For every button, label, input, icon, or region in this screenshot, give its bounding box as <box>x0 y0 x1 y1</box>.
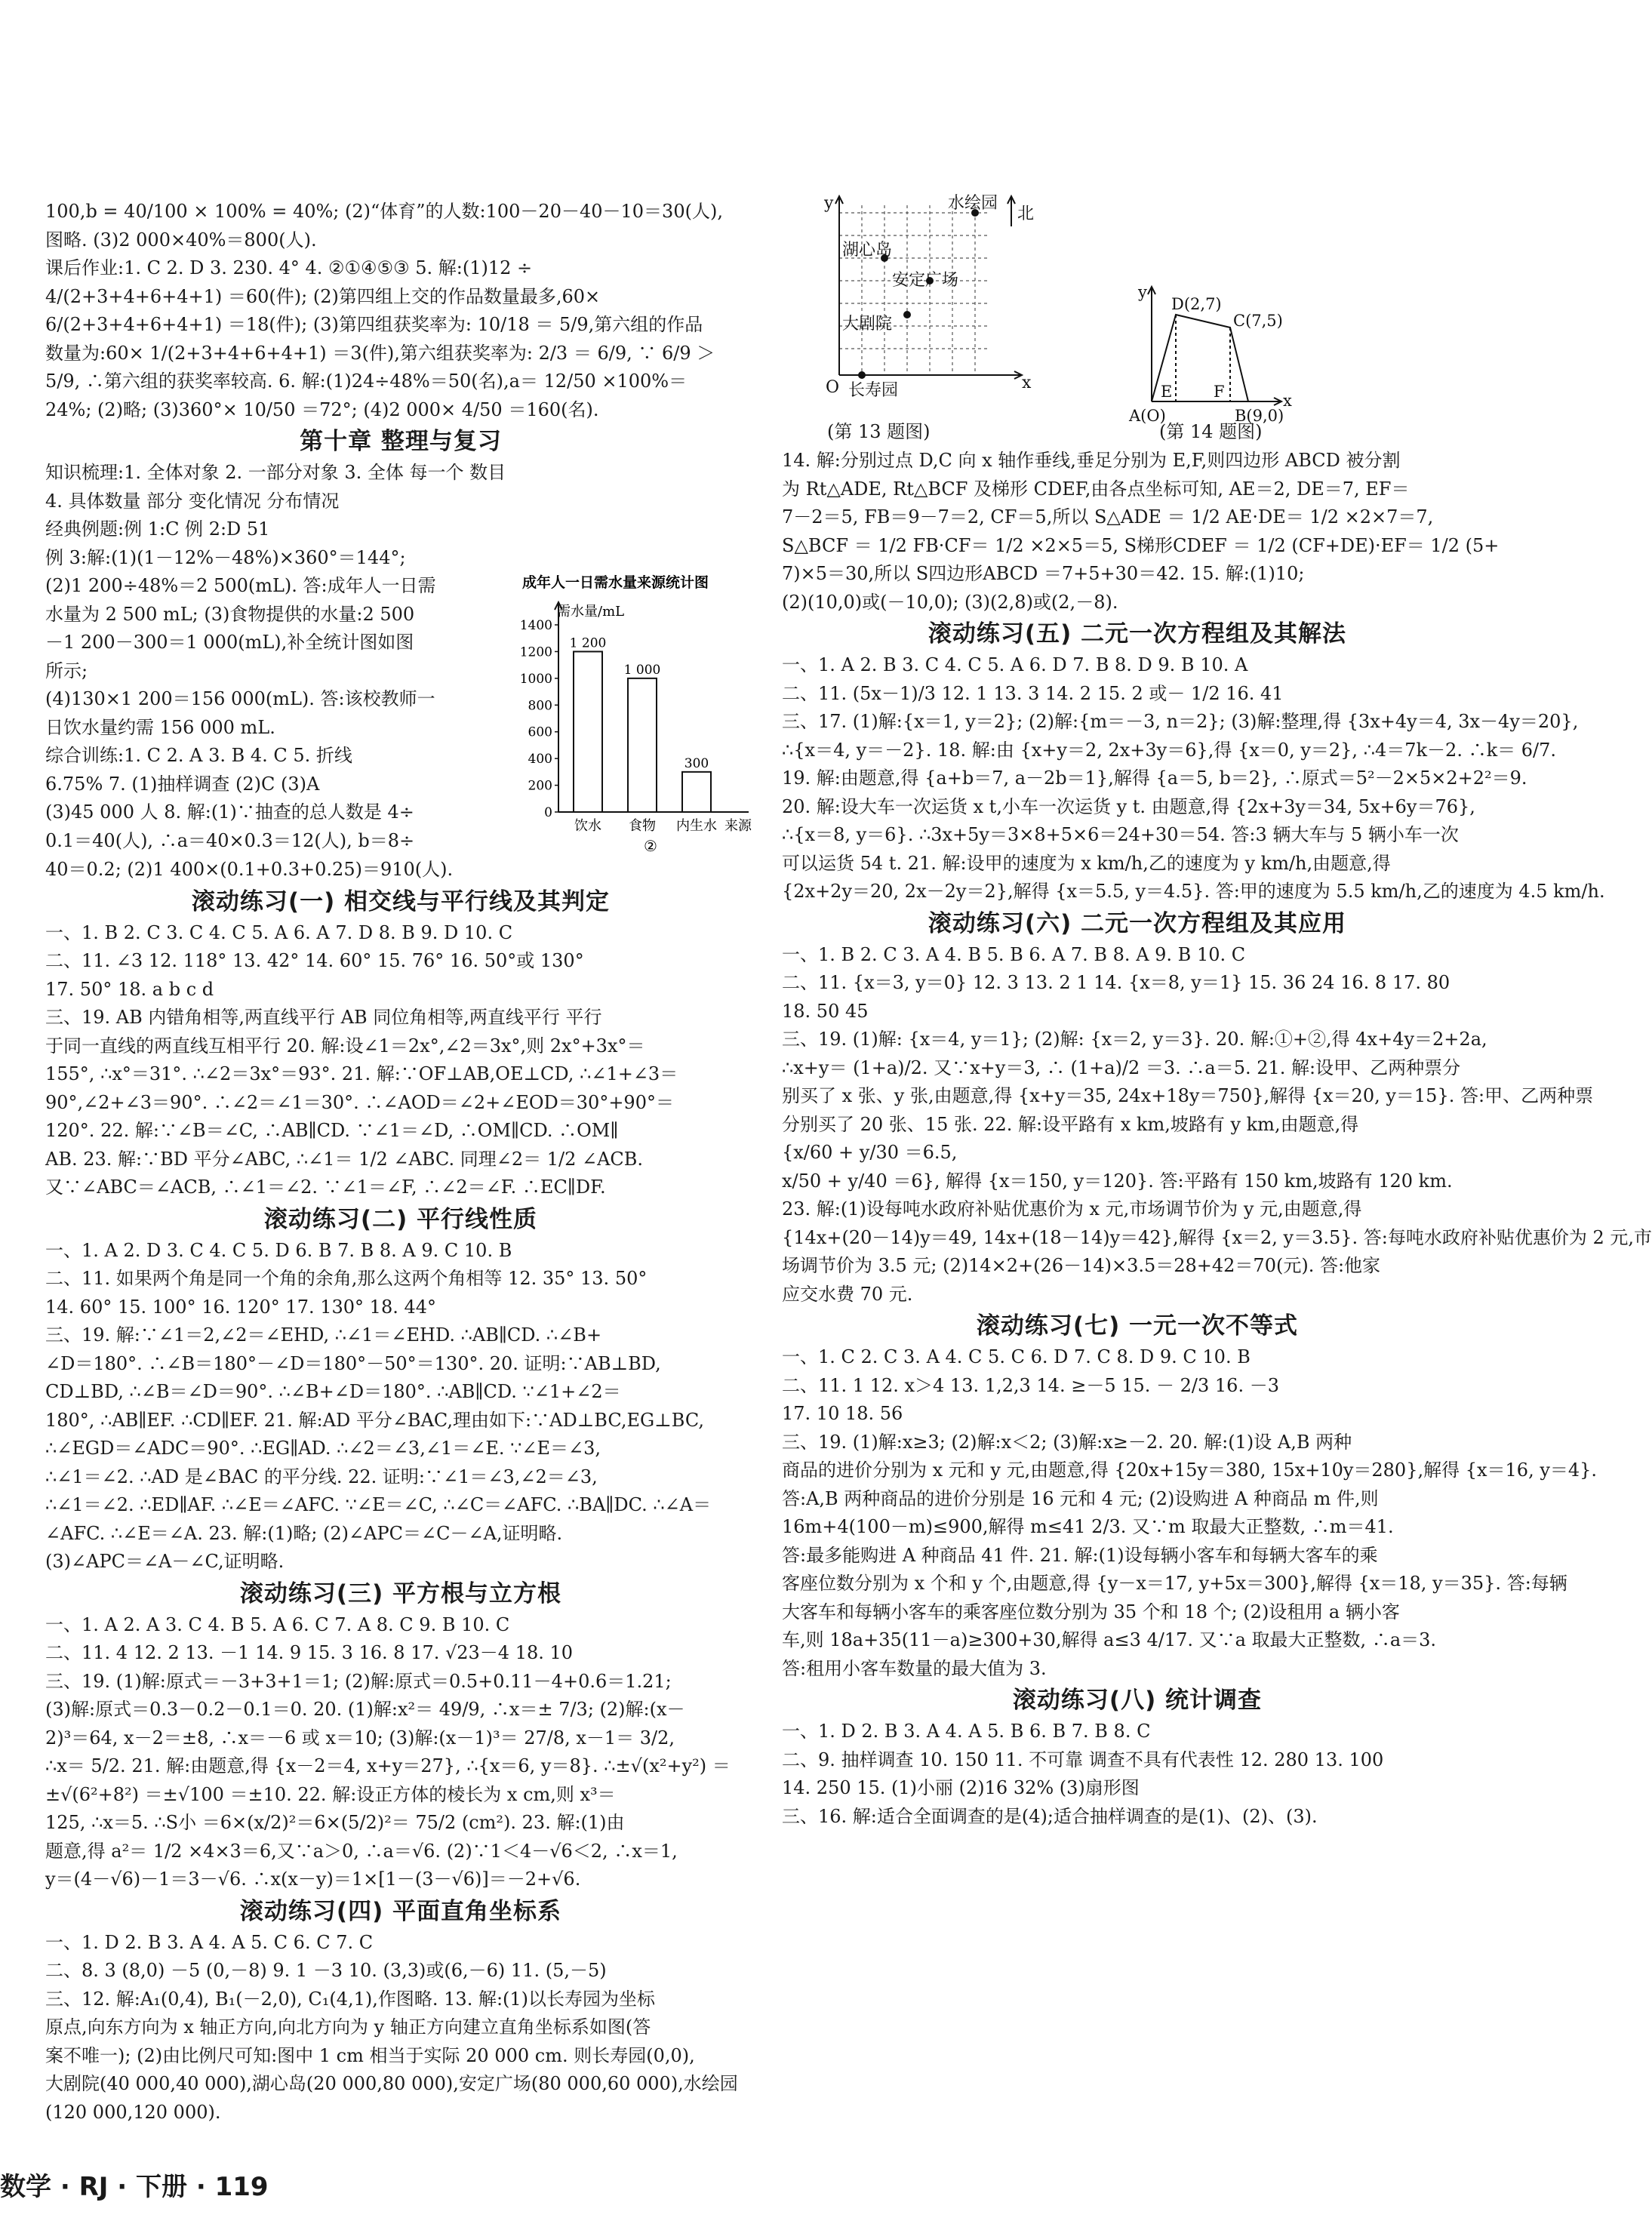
chart-title: 成年人一日需水量来源统计图 <box>522 574 709 591</box>
chart-y-tick-label: 600 <box>528 724 552 740</box>
answer-line: 4. 具体数量 部分 变化情况 分布情况 <box>45 490 340 512</box>
quadrilateral-figure <box>1129 281 1303 424</box>
answer-line: 案不唯一); (2)由比例尺可知:图中 1 cm 相当于实际 20 000 cm. 则长寿园(0,0), <box>45 2044 695 2066</box>
answer-line: 24%; (2)略; (3)360°× 10/50 ＝72°; (4)2 000× 4/50 ＝160(名). <box>45 398 599 420</box>
answer-line: 答:租用小客车数量的最大值为 3. <box>782 1657 1047 1679</box>
answer-line: 19. 解:由题意,得 {a+b＝7, a－2b＝1},解得 {a＝5, b＝2}, ∴原式＝5²－2×5×2+2²＝9. <box>782 767 1527 789</box>
answer-line: 课后作业:1. C 2. D 3. 230. 4° 4. ②①④⑤③ 5. 解:(1)12 ÷ <box>45 257 533 278</box>
right-column <box>782 194 1652 1831</box>
chart-data-label: 300 <box>684 755 709 771</box>
answer-line: 一、1. A 2. B 3. C 4. C 5. A 6. D 7. B 8. D 9. B 10. A <box>782 654 1248 675</box>
chapter-answers <box>45 459 756 572</box>
answer-line: CD⊥BD, ∴∠B＝∠D＝90°. ∴∠B+∠D＝180°. ∴AB∥CD. ∵∠1+∠2＝ <box>45 1381 621 1402</box>
fig13-origin-label: O <box>826 378 840 397</box>
answer-line: 三、12. 解:A₁(0,4), B₁(－2,0), C₁(4,1),作图略. 13. 解:(1)以长寿园为坐标 <box>45 1988 656 2010</box>
answer-line: ∴∠EGD＝∠ADC＝90°. ∴EG∥AD. ∴∠2＝∠3,∠1＝∠E. ∵∠E＝∠3, <box>45 1438 601 1459</box>
fig14-x-axis-label: x <box>1283 392 1292 410</box>
chapter-answers-wrapped <box>45 572 522 855</box>
answer-line: 题意,得 a²＝ 1/2 ×4×3＝6,又∵a＞0, ∴a＝√6. (2)∵1＜4－√6＜2, ∴x＝1, <box>45 1840 678 1862</box>
answer-line: 经典例题:例 1:C 例 2:D 51 <box>45 518 270 540</box>
answer-line: 三、17. (1)解:{x＝1, y＝2}; (2)解:{m＝－3, n＝2}; (3)解:整理,得 {3x+4y＝4, 3x－4y＝20}, <box>782 711 1579 732</box>
answer-line: 14. 60° 15. 100° 16. 120° 17. 130° 18. 44° <box>45 1296 437 1318</box>
answer-line: 0.1＝40(人), ∴a＝40×0.3＝12(人), b＝8÷ <box>45 829 415 851</box>
answer-line: 三、19. AB 内错角相等,两直线平行 AB 同位角相等,两直线平行 平行 <box>45 1007 602 1028</box>
answer-line: ∴{x＝4, y＝－2}. 18. 解:由 {x+y＝2, 2x+3y＝6},得 {x＝0, y＝2}, ∴4＝7k－2. ∴k＝ 6/7. <box>782 739 1556 761</box>
answer-line: －1 200－300＝1 000(mL),补全统计图如图 <box>45 632 414 653</box>
answer-line: ∠D＝180°. ∴∠B＝180°－∠D＝180°－50°＝130°. 20. 证明:∵AB⊥BD, <box>45 1352 661 1374</box>
answer-line: AB. 23. 解:∵BD 平分∠ABC, ∴∠1＝ 1/2 ∠ABC. 同理∠2＝ 1/2 ∠ACB. <box>45 1148 644 1170</box>
chart-y-tick-label: 0 <box>544 805 552 820</box>
answer-line: (4)130×1 200＝156 000(mL). 答:该校教师一 <box>45 688 435 709</box>
answer-line: 二、11. ∠3 12. 118° 13. 42° 14. 60° 15. 76° 16. 50°或 130° <box>45 950 584 971</box>
fig14-label-e: E <box>1161 383 1173 401</box>
fig14-label-f: F <box>1214 383 1225 401</box>
section-title: 滚动练习(二) 平行线性质 <box>263 1205 538 1233</box>
answer-line: {14x+(20－14)y＝49, 14x+(18－14)y＝42},解得 {x＝2, y＝3.5}. 答:每吨水政府补贴优惠价为 2 元,市 <box>782 1226 1652 1248</box>
answer-line: 二、11. 1 12. x＞4 13. 1,2,3 14. ≥－5 15. － 2/3 16. －3 <box>782 1374 1279 1396</box>
page-footer: 数学 · RJ · 下册 · 119 <box>0 2172 269 2202</box>
answer-line: (3)解:原式＝0.3－0.2－0.1＝0. 20. (1)解:x²＝ 49/9, ∴x＝± 7/3; (2)解:(x－ <box>45 1699 685 1720</box>
chart-bar <box>574 651 602 812</box>
chart-y-tick-label: 1400 <box>519 618 552 633</box>
chart-y-tick-label: 200 <box>528 778 552 794</box>
answer-line: 为 Rt△ADE, Rt△BCF 及梯形 CDEF,由各点坐标可知, AE＝2, DE＝7, EF＝ <box>782 478 1410 500</box>
answer-line: 17. 10 18. 56 <box>782 1403 903 1424</box>
fig13-label-p4: 大剧院 <box>842 315 893 334</box>
answer-line: 180°, ∴AB∥EF. ∴CD∥EF. 21. 解:AD 平分∠BAC,理由如下:∵AD⊥BC,EG⊥BC, <box>45 1409 704 1431</box>
answer-line: 二、11. 4 12. 2 13. －1 14. 9 15. 3 16. 8 17. √23－4 18. 10 <box>45 1642 574 1663</box>
answer-line: 知识梳理:1. 全体对象 2. 一部分对象 3. 全体 每一个 数目 <box>45 462 506 483</box>
section-title: 滚动练习(六) 二元一次方程组及其应用 <box>928 909 1347 937</box>
fig13-caption: (第 13 题图) <box>827 421 931 442</box>
answer-line: 5/9, ∴第六组的获奖率较高. 6. 解:(1)24÷48%＝50(名),a＝ 12/50 ×100%＝ <box>45 371 688 392</box>
answer-line: 7－2＝5, FB＝9－7＝2, CF＝5,所以 S△ADE ＝ 1/2 AE·DE＝ 1/2 ×2×7＝7, <box>782 506 1434 528</box>
answer-line: 二、11. {x＝3, y＝0} 12. 3 13. 2 1 14. {x＝8, y＝1} 15. 36 24 16. 8 17. 80 <box>782 972 1450 993</box>
left-column <box>45 198 756 2127</box>
answer-line: 综合训练:1. C 2. A 3. B 4. C 5. 折线 <box>45 745 352 766</box>
answer-line: y＝(4－√6)－1＝3－√6. ∴x(x－y)＝1×[1－(3－√6)]＝－2+√6. <box>45 1869 581 1890</box>
fig13-label-p5: 长寿园 <box>848 381 899 400</box>
coordinate-map-figure <box>809 190 1103 417</box>
answer-line: 7)×5＝30,所以 S四边形ABCD ＝7+5+30＝42. 15. 解:(1)10; <box>782 563 1305 584</box>
answer-line: 14. 解:分别过点 D,C 向 x 轴作垂线,垂足分别为 E,F,则四边形 ABCD 被分割 <box>782 450 1401 471</box>
answer-line: 100,b = 40/100 × 100% = 40%; (2)“体育”的人数:100－20－40－10＝30(人), <box>45 201 723 222</box>
answer-line: 客座位数分别为 x 个和 y 个,由题意,得 {y－x＝17, y+5x＝300},解得 {x＝18, y＝35}. 答:每辆 <box>782 1573 1567 1594</box>
answer-line: 6.75% 7. (1)抽样调查 (2)C (3)A <box>45 773 320 795</box>
chart-y-tick-label: 800 <box>528 698 552 714</box>
answer-line: (3)∠APC＝∠A－∠C,证明略. <box>45 1551 285 1572</box>
answer-line: 三、19. (1)解:原式＝－3+3+1＝1; (2)解:原式＝0.5+0.11－4+0.6＝1.21; <box>45 1670 672 1692</box>
chart-bar <box>682 772 711 812</box>
fig14-label-d: D(2,7) <box>1171 295 1222 313</box>
answer-line: 二、11. 如果两个角是同一个角的余角,那么这两个角相等 12. 35° 13. 50° <box>45 1268 648 1289</box>
answer-line: ∴∠1＝∠2. ∴AD 是∠BAC 的平分线. 22. 证明:∵∠1＝∠3,∠2＝∠3, <box>45 1466 598 1487</box>
answer-line: 90°,∠2+∠3＝90°. ∴∠2＝∠1＝30°. ∴∠AOD＝∠2+∠EOD＝30°+90°＝ <box>45 1091 674 1113</box>
chart-bar <box>628 678 657 812</box>
chapter-chart-block <box>45 572 756 856</box>
chart-category-label: 饮水 <box>574 818 601 834</box>
answer-line: 答:A,B 两种商品的进价分别是 16 元和 4 元; (2)设购进 A 种商品 m 件,则 <box>782 1487 1379 1509</box>
fig14-label-b: B(9,0) <box>1235 407 1284 425</box>
answer-line: 日饮水量约需 156 000 mL. <box>45 716 275 738</box>
answer-line: 120°. 22. 解:∵∠B＝∠C, ∴AB∥CD. ∵∠1＝∠D, ∴OM∥CD. ∴OM∥ <box>45 1120 619 1141</box>
answer-line: (120 000,120 000). <box>45 2101 221 2123</box>
answer-line: 17. 50° 18. a b c d <box>45 978 214 1000</box>
answer-line: 4/(2+3+4+6+4+1) ＝60(件); (2)第四组上交的作品数量最多,60× <box>45 285 601 307</box>
fig14-label-a: A(O) <box>1129 407 1166 425</box>
answer-line: 一、1. B 2. C 3. A 4. B 5. B 6. A 7. B 8. A 9. B 10. C <box>782 943 1246 965</box>
answer-line: ∴x+y＝ (1+a)/2. 又∵x+y＝3, ∴ (1+a)/2 ＝3. ∴a＝5. 21. 解:设甲、乙两种票分 <box>782 1057 1461 1078</box>
section-title: 滚动练习(五) 二元一次方程组及其解法 <box>928 620 1347 647</box>
answer-line: (2)1 200÷48%＝2 500(mL). 答:成年人一日需 <box>45 575 436 596</box>
fig13-y-axis-label: y <box>824 194 834 213</box>
fig13-label-p2: 湖心岛 <box>842 241 893 260</box>
fig13-north-label: 北 <box>1017 205 1035 223</box>
chart-y-tick-label: 400 <box>528 752 552 767</box>
answer-line: 又∵∠ABC＝∠ACB, ∴∠1＝∠2. ∵∠1＝∠F, ∴∠2＝∠F. ∴EC∥DF. <box>45 1177 606 1198</box>
chart-y-axis-label: 需水量/mL <box>557 604 625 620</box>
answer-line: 一、1. B 2. C 3. C 4. C 5. A 6. A 7. D 8. B 9. D 10. C <box>45 921 513 943</box>
answer-line: 三、16. 解:适合全面调查的是(4);适合抽样调查的是(1)、(2)、(3). <box>782 1805 1318 1827</box>
answer-line: 20. 解:设大车一次运货 x t,小车一次运货 y t. 由题意,得 {2x+3y＝34, 5x+6y＝76}, <box>782 795 1475 817</box>
answer-line: ∴{x＝8, y＝6}. ∴3x+5y＝3×8+5×6＝24+30＝54. 答:3 辆大车与 5 辆小车一次 <box>782 824 1459 845</box>
chart-data-label: 1 000 <box>623 662 661 678</box>
answer-line: 分别买了 20 张、15 张. 22. 解:设平路有 x km,坡路有 y km,由题意,得 <box>782 1113 1359 1135</box>
answer-line: 大客车和每辆小客车的乘客座位数分别为 35 个和 18 个; (2)设租用 a 辆小客 <box>782 1601 1400 1623</box>
answer-line: S△BCF ＝ 1/2 FB·CF＝ 1/2 ×2×5＝5, S梯形CDEF ＝ 1/2 (CF+DE)·EF＝ 1/2 (5+ <box>782 534 1500 556</box>
chart-category-label: 食物 <box>629 818 656 834</box>
answer-line: 别买了 x 张、y 张,由题意,得 {x+y＝35, 24x+18y＝750},解得 {x＝20, y＝15}. 答:甲、乙两种票 <box>782 1085 1594 1106</box>
chart-x-axis-label: 来源 <box>724 818 752 834</box>
answer-line: x/50 + y/40 ＝6}, 解得 {x＝150, y＝120}. 答:平路有 150 km,坡路有 120 km. <box>782 1170 1453 1192</box>
chapter-title: 第十章 整理与复习 <box>300 428 502 455</box>
answer-line: 二、9. 抽样调查 10. 150 11. 不可靠 调查不具有代表性 12. 280 13. 100 <box>782 1749 1384 1770</box>
chart-data-label: 1 200 <box>569 635 607 651</box>
answer-line: 一、1. C 2. C 3. A 4. C 5. C 6. D 7. C 8. D 9. C 10. B <box>782 1346 1251 1367</box>
answer-line: ∴∠1＝∠2. ∴ED∥AF. ∴∠E＝∠AFC. ∵∠E＝∠C, ∴∠C＝∠AFC. ∴BA∥DC. ∴∠A＝ <box>45 1494 712 1515</box>
answer-line: 23. 解:(1)设每吨水政府补贴优惠价为 x 元,市场调节价为 y 元,由题意,得 <box>782 1198 1362 1220</box>
chart-y-tick-label: 1200 <box>519 644 552 660</box>
fig13-x-axis-label: x <box>1022 374 1032 392</box>
answer-line: 场调节价为 3.5 元; (2)14×2+(26－14)×3.5＝28+42＝70(元). 答:他家 <box>782 1255 1381 1276</box>
answer-line: 应交水费 70 元. <box>782 1283 913 1305</box>
answer-line: ∴x＝ 5/2. 21. 解:由题意,得 {x－2＝4, x+y＝27}, ∴{x＝6, y＝8}. ∴±√(x²+y²) ＝ <box>45 1755 731 1776</box>
answer-line: 图略. (3)2 000×40%＝800(人). <box>45 229 317 251</box>
answer-line: 数量为:60× 1/(2+3+4+6+4+1) ＝3(件),第六组获奖率为: 2/3 ＝ 6/9, ∵ 6/9 ＞ <box>45 342 715 364</box>
answer-line: 水量为 2 500 mL; (3)食物提供的水量:2 500 <box>45 603 415 625</box>
chapter-end-line: 40＝0.2; (2)1 400×(0.1+0.3+0.25)＝910(人). <box>45 859 454 880</box>
answer-line: 可以运货 54 t. 21. 解:设甲的速度为 x km/h,乙的速度为 y km/h,由题意,得 <box>782 852 1391 874</box>
answer-line: 14. 250 15. (1)小丽 (2)16 32% (3)扇形图 <box>782 1777 1140 1798</box>
answer-line: 2)³＝64, x－2＝±8, ∴x＝－6 或 x＝10; (3)解:(x－1)³＝ 27/8, x－1＝ 3/2, <box>45 1727 675 1749</box>
answer-line: 一、1. D 2. B 3. A 4. A 5. B 6. B 7. B 8. C <box>782 1721 1151 1742</box>
intro-answers <box>45 198 756 424</box>
right-sections <box>782 617 1652 1831</box>
answer-line: 二、8. 3 (8,0) －5 (0,－8) 9. 1 －3 10. (3,3)或(6,－6) 11. (5,－5) <box>45 1960 607 1981</box>
answer-line: 一、1. A 2. D 3. C 4. C 5. D 6. B 7. B 8. A 9. C 10. B <box>45 1239 512 1261</box>
answer-line: {x/60 + y/30 ＝6.5, <box>782 1142 958 1163</box>
bar-chart-svg <box>519 572 756 856</box>
answer-line: 三、19. (1)解:x≥3; (2)解:x＜2; (3)解:x≥－2. 20. 解:(1)设 A,B 两种 <box>782 1431 1352 1453</box>
answer-line: (3)45 000 人 8. 解:(1)∵抽查的总人数是 4÷ <box>45 801 414 823</box>
answer-line: 16m+4(100－m)≤900,解得 m≤41 2/3. 又∵m 取最大正整数, ∴m＝41. <box>782 1516 1394 1537</box>
answer-line: 于同一直线的两直线互相平行 20. 解:设∠1＝2x°,∠2＝3x°,则 2x°+3x°＝ <box>45 1035 645 1057</box>
chart-y-tick-label: 1000 <box>519 671 552 687</box>
left-sections <box>45 884 756 2127</box>
section-title: 滚动练习(三) 平方根与立方根 <box>239 1579 562 1607</box>
answer-line: 18. 50 45 <box>782 1000 869 1022</box>
answer-line: 一、1. A 2. A 3. C 4. B 5. A 6. C 7. A 8. C 9. B 10. C <box>45 1613 510 1635</box>
figures-row <box>782 194 1493 447</box>
answer-line: 6/(2+3+4+6+4+1) ＝18(件); (3)第四组获奖率为: 10/18 ＝ 5/9,第六组的作品 <box>45 314 703 335</box>
answer-line: ∠AFC. ∴∠E＝∠A. 23. 解:(1)略; (2)∠APC＝∠C－∠A,证明略. <box>45 1522 563 1544</box>
section-title: 滚动练习(八) 统计调查 <box>1012 1687 1263 1714</box>
section-title: 滚动练习(四) 平面直角坐标系 <box>239 1897 562 1925</box>
answer-line: {2x+2y＝20, 2x－2y＝2},解得 {x＝5.5, y＝4.5}. 答:甲的速度为 5.5 km/h,乙的速度为 4.5 km/h. <box>782 881 1605 902</box>
fig13-label-p3: 安定广场 <box>892 271 959 290</box>
fig14-caption: (第 14 题图) <box>1159 421 1263 442</box>
answer-line: 车,则 18a+35(11－a)≥300+30,解得 a≤3 4/17. 又∵a 取最大正整数, ∴a＝3. <box>782 1629 1437 1650</box>
answer-line: (2)(10,0)或(－10,0); (3)(2,8)或(2,－8). <box>782 591 1118 613</box>
answer-line: 原点,向东方向为 x 轴正方向,向北方向为 y 轴正方向建立直角坐标系如图(答 <box>45 2016 651 2038</box>
answer-line: 二、11. (5x－1)/3 12. 1 13. 3 14. 2 15. 2 或－ 1/2 16. 41 <box>782 682 1284 704</box>
answer-line: ±√(6²+8²) ＝±√100 ＝±10. 22. 解:设正方体的棱长为 x cm,则 x³＝ <box>45 1783 616 1805</box>
answer-line: 三、19. (1)解: {x＝4, y＝1}; (2)解: {x＝2, y＝3}. 20. 解:①+②,得 4x+4y＝2+2a, <box>782 1029 1487 1050</box>
answer-line: 所示; <box>45 660 88 681</box>
answer-line: 大剧院(40 000,40 000),湖心岛(20 000,80 000),安定广场(80 000,60 000),水绘园 <box>45 2073 738 2094</box>
answer-line: 一、1. D 2. B 3. A 4. A 5. C 6. C 7. C <box>45 1931 374 1953</box>
answer-line: 三、19. 解:∵∠1＝2,∠2＝∠EHD, ∴∠1＝∠EHD. ∴AB∥CD. ∴∠B+ <box>45 1324 602 1346</box>
chart-figure-label: ② <box>644 837 657 855</box>
answer-line: 125, ∴x＝5. ∴S小 ＝6×(x/2)²＝6×(5/2)²＝ 75/2 (cm²). 23. 解:(1)由 <box>45 1812 625 1833</box>
answer-line: 例 3:解:(1)(1－12%－48%)×360°＝144°; <box>45 546 406 568</box>
fig13-label-p1: 水绘园 <box>948 194 998 213</box>
section-title: 滚动练习(一) 相交线与平行线及其判定 <box>191 887 611 915</box>
chart-category-label: 内生水 <box>676 818 717 834</box>
q14-answers <box>782 447 1500 617</box>
bar-chart <box>519 572 756 856</box>
section-title: 滚动练习(七) 一元一次不等式 <box>976 1312 1299 1340</box>
fig14-label-c: C(7,5) <box>1233 312 1283 330</box>
answer-line: 答:最多能购进 A 种商品 41 件. 21. 解:(1)设每辆小客车和每辆大客车的乘 <box>782 1544 1378 1566</box>
fig14-y-axis-label: y <box>1138 283 1147 301</box>
answer-line: 155°, ∴x°＝31°. ∴∠2＝3x°＝93°. 21. 解:∵OF⊥AB,OE⊥CD, ∴∠1+∠3＝ <box>45 1063 678 1084</box>
answer-line: 商品的进价分别为 x 元和 y 元,由题意,得 {20x+15y＝380, 15x+10y＝280},解得 {x＝16, y＝4}. <box>782 1459 1598 1481</box>
